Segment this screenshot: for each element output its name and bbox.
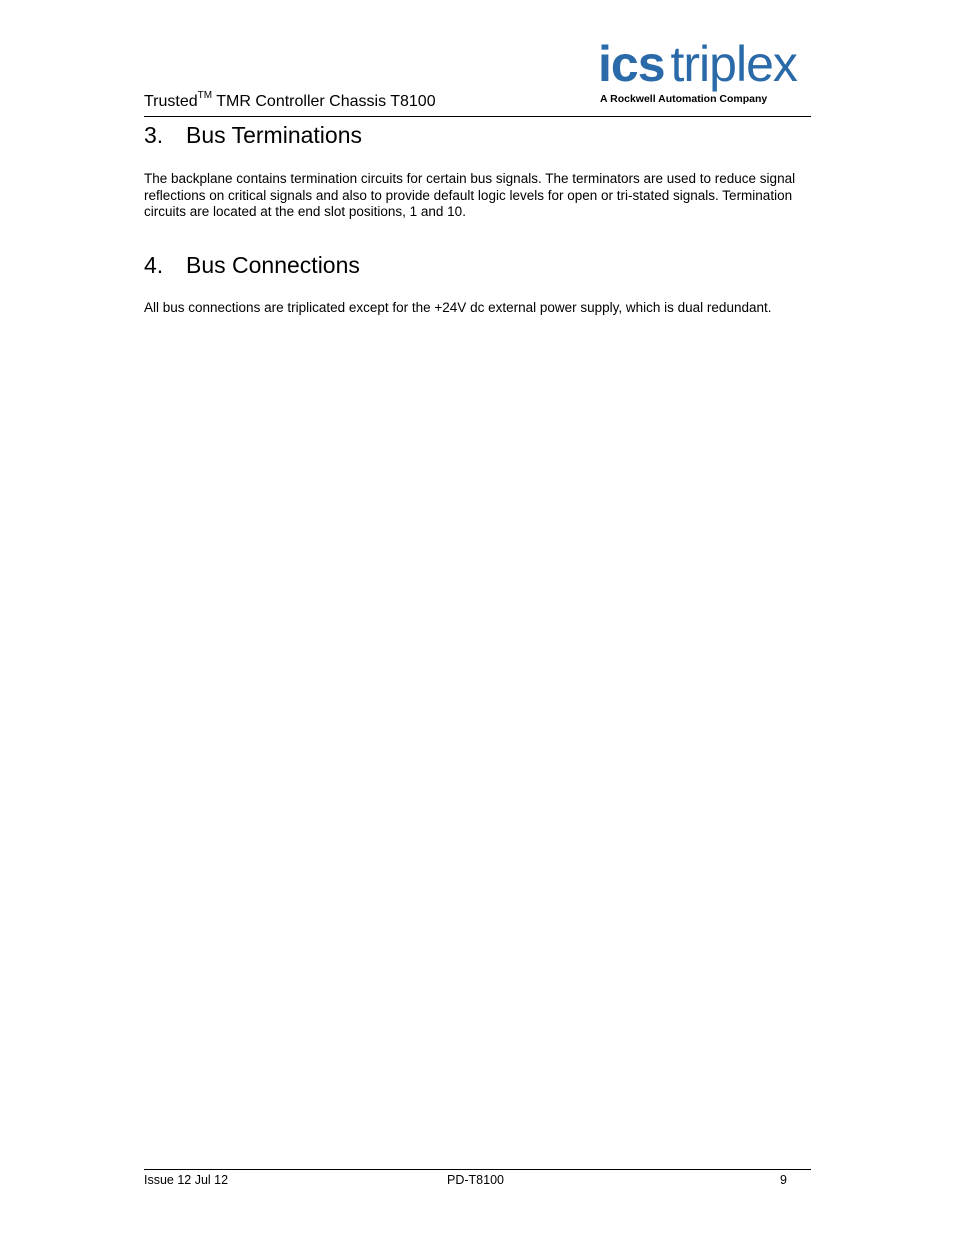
section-number: 4. bbox=[144, 252, 164, 278]
section-title: Bus Terminations bbox=[186, 122, 362, 148]
section-title: Bus Connections bbox=[186, 252, 360, 278]
section-number: 3. bbox=[144, 122, 164, 148]
header-divider bbox=[144, 116, 811, 117]
footer-page-number: 9 bbox=[780, 1173, 787, 1187]
section-heading-bus-terminations bbox=[144, 121, 362, 149]
logo-tagline: A Rockwell Automation Company bbox=[600, 93, 768, 105]
footer-divider bbox=[144, 1169, 811, 1170]
title-suffix: TMR Controller Chassis T8100 bbox=[212, 93, 436, 110]
section-body-bus-terminations: The backplane contains termination circuits for certain bus signals. The terminators are used to reduce signal reflections on critical signals and also to provide default logic levels for open or tri-stated signals. Termination circuits are located at the end slot positions, 1 and 10. bbox=[144, 171, 796, 219]
document-title bbox=[144, 92, 436, 112]
section-heading-bus-connections bbox=[144, 251, 360, 279]
logo-wordmark bbox=[598, 36, 797, 92]
logo-triplex-text: triplex bbox=[670, 36, 797, 92]
logo-ics-text: ics bbox=[598, 36, 665, 92]
footer-doc-id: PD-T8100 bbox=[447, 1173, 504, 1187]
footer-issue: Issue 12 Jul 12 bbox=[144, 1173, 229, 1187]
title-prefix: Trusted bbox=[144, 93, 198, 110]
trademark-superscript: TM bbox=[197, 90, 213, 101]
ics-triplex-logo bbox=[598, 36, 812, 108]
section-body-bus-connections: All bus connections are triplicated except for the +24V dc external power supply, which is dual redundant. bbox=[144, 300, 772, 315]
